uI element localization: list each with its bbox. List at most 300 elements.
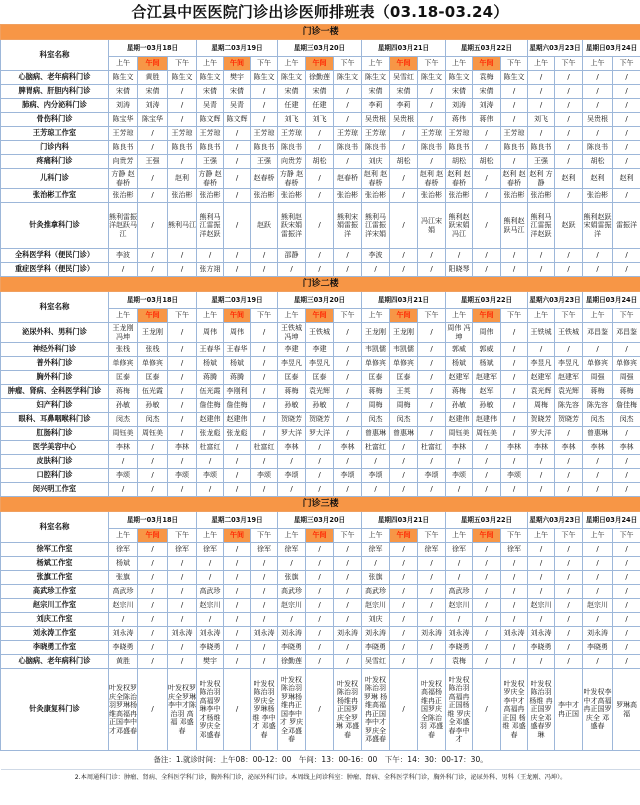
slot-header-pm: 下午 (418, 529, 446, 543)
doctor-cell: / (306, 585, 334, 599)
doctor-cell: 李晓勇 (446, 641, 473, 655)
dept-name: 肛肠科门诊 (1, 427, 109, 441)
doctor-cell: 胡松 (473, 155, 501, 169)
doctor-cell: / (418, 385, 446, 399)
slot-header-am: 上午 (197, 529, 224, 543)
doctor-cell: 吴贵根 (583, 113, 613, 127)
doctor-cell: 徐军 (109, 543, 138, 557)
doctor-cell: / (224, 669, 251, 751)
doctor-cell: / (613, 655, 640, 669)
doctor-cell: / (306, 571, 334, 585)
doctor-cell: / (473, 249, 501, 263)
doctor-cell: 王铁城 (306, 323, 334, 343)
day-header: 星期一03月18日 (109, 292, 197, 309)
doctor-cell: / (473, 599, 501, 613)
doctor-cell: / (555, 469, 583, 483)
table-row (1, 85, 640, 99)
doctor-cell: 单修宾 (138, 357, 168, 371)
doctor-cell: 宋倩 (473, 85, 501, 99)
doctor-cell: 周强 (583, 371, 613, 385)
doctor-cell: / (613, 71, 640, 85)
doctor-cell: 罗大洋 (528, 427, 555, 441)
doctor-cell: 叶发权陈治羽罗琳 杨维高福冉正国李中才罗庆全邓盛春 (362, 669, 390, 751)
doctor-cell: 周伟 (224, 323, 251, 343)
doctor-cell: / (473, 585, 501, 599)
doctor-cell: 杜富红 (362, 441, 390, 455)
doctor-cell: 李莉 (390, 99, 418, 113)
doctor-cell: 张治彬 (197, 189, 224, 203)
doctor-cell: 向贵芳 (109, 155, 138, 169)
doctor-cell: / (390, 641, 418, 655)
doctor-cell: / (306, 557, 334, 571)
doctor-cell: / (168, 113, 197, 127)
doctor-cell: / (613, 613, 640, 627)
doctor-cell: / (501, 155, 528, 169)
doctor-cell: 匡泰 (390, 371, 418, 385)
doctor-cell: 吴雪红 (362, 655, 390, 669)
doctor-cell: 李昱凡 (278, 357, 306, 371)
doctor-cell: / (473, 613, 501, 627)
doctor-cell: / (168, 385, 197, 399)
doctor-cell: 闵杰 (362, 413, 390, 427)
doctor-cell: / (583, 343, 613, 357)
doctor-cell: 阳晓琴 (446, 263, 473, 277)
doctor-cell: 方静 赵春桥 (278, 169, 306, 189)
doctor-cell: / (197, 483, 224, 497)
slot-header-pm: 下午 (168, 309, 197, 323)
doctor-cell: / (138, 557, 168, 571)
doctor-cell: / (168, 399, 197, 413)
doctor-cell: / (278, 613, 306, 627)
doctor-cell: 胡松 (390, 155, 418, 169)
doctor-cell: / (583, 483, 613, 497)
floor-name: 门诊三楼 (1, 497, 640, 512)
doctor-cell: / (473, 543, 501, 557)
doctor-cell: / (528, 557, 555, 571)
doctor-cell: 王铁城 冯坤 (278, 323, 306, 343)
doctor-cell: / (473, 655, 501, 669)
doctor-cell: 徐勤莲 (306, 71, 334, 85)
doctor-cell: 陈生文 (109, 71, 138, 85)
doctor-cell: / (168, 85, 197, 99)
doctor-cell: / (334, 571, 362, 585)
doctor-cell: / (224, 169, 251, 189)
doctor-cell: 闵杰 (583, 413, 613, 427)
doctor-cell: / (613, 127, 640, 141)
doctor-cell: / (528, 655, 555, 669)
doctor-cell: / (583, 557, 613, 571)
doctor-cell: / (501, 263, 528, 277)
doctor-cell: / (583, 585, 613, 599)
slot-header-am: 上午 (278, 309, 306, 323)
doctor-cell: 李林 (555, 441, 583, 455)
table-row (1, 483, 640, 497)
doctor-cell: / (418, 399, 446, 413)
doctor-cell: / (278, 483, 306, 497)
doctor-cell: / (418, 455, 446, 469)
doctor-cell: 刘永涛 (528, 627, 555, 641)
doctor-cell: / (583, 613, 613, 627)
doctor-cell: / (528, 455, 555, 469)
doctor-cell: 詹佳梅 (224, 399, 251, 413)
doctor-cell: 曾惠琳 (583, 427, 613, 441)
table-row (1, 669, 640, 751)
doctor-cell: / (168, 249, 197, 263)
day-header: 星期四03月21日 (362, 40, 446, 57)
doctor-cell: / (278, 557, 306, 571)
doctor-cell: 单修宾 (583, 357, 613, 371)
doctor-cell: / (362, 263, 390, 277)
doctor-cell: 李波 (362, 249, 390, 263)
dept-name: 张旗工作室 (1, 571, 109, 585)
doctor-cell: 叶发权高福杨维冉正国罗庆全陈治羽 邓盛春 (418, 669, 446, 751)
doctor-cell: / (168, 99, 197, 113)
table-row (1, 71, 640, 85)
doctor-cell: 吴青 (224, 99, 251, 113)
doctor-cell: 贺晓芳 (555, 413, 583, 427)
doctor-cell: / (613, 469, 640, 483)
doctor-cell: 宋倩 (278, 85, 306, 99)
doctor-cell: 张治彬 (501, 189, 528, 203)
dept-name: 杨斌工作室 (1, 557, 109, 571)
doctor-cell: 陈良书 (501, 141, 528, 155)
doctor-cell: 徐军 (418, 543, 446, 557)
doctor-cell: 杜富红 (197, 441, 224, 455)
doctor-cell: 孙敏 (278, 399, 306, 413)
doctor-cell: 张治彬 (418, 189, 446, 203)
doctor-cell: 蒋梅 (583, 385, 613, 399)
table-row (1, 263, 640, 277)
doctor-cell: / (138, 641, 168, 655)
doctor-cell: 陈宝华 (109, 113, 138, 127)
doctor-cell: / (109, 263, 138, 277)
doctor-cell: / (555, 613, 583, 627)
slot-header-noon: 午间 (473, 529, 501, 543)
doctor-cell: / (334, 413, 362, 427)
doctor-cell: / (224, 543, 251, 557)
doctor-cell: 郭威 (446, 343, 473, 357)
doctor-cell: 单修宾 (613, 357, 640, 371)
doctor-cell: 李颂 (251, 469, 278, 483)
table-row (1, 455, 640, 469)
table-row (1, 343, 640, 357)
doctor-cell: 王强 (138, 155, 168, 169)
doctor-cell: / (334, 543, 362, 557)
doctor-cell: / (613, 585, 640, 599)
doctor-cell: / (334, 155, 362, 169)
doctor-cell: 徐军 (197, 543, 224, 557)
day-header: 星期三03月20日 (278, 40, 362, 57)
doctor-cell: 叶发权陈治羽高福冉正国杨维 罗庆全邓盛春李中才 (446, 669, 473, 751)
doctor-cell: 周伟 (197, 323, 224, 343)
doctor-cell: / (138, 613, 168, 627)
doctor-cell: 詹佳梅 (613, 399, 640, 413)
doctor-cell: 刘涛 (473, 99, 501, 113)
day-header: 星期六03月23日 (528, 40, 583, 57)
day-header: 星期六03月23日 (528, 512, 583, 529)
doctor-cell: / (306, 441, 334, 455)
slot-header-am: 上午 (528, 529, 555, 543)
dept-name: 神经外科门诊 (1, 343, 109, 357)
doctor-cell: 吴青 (197, 99, 224, 113)
doctor-cell: 陈良书 (446, 141, 473, 155)
slot-header-am: 上午 (583, 309, 613, 323)
doctor-cell: / (168, 263, 197, 277)
doctor-cell: / (138, 455, 168, 469)
doctor-cell: 詹佳梅 (197, 399, 224, 413)
doctor-cell: / (528, 469, 555, 483)
day-header: 星期四03月21日 (362, 512, 446, 529)
floor-header (1, 497, 640, 512)
doctor-cell: / (473, 557, 501, 571)
doctor-cell: / (555, 627, 583, 641)
doctor-cell: / (418, 427, 446, 441)
doctor-cell: / (306, 263, 334, 277)
doctor-cell: 李昱凡 (528, 357, 555, 371)
doctor-cell: 李颂 (109, 469, 138, 483)
doctor-cell: 李颂 (418, 469, 446, 483)
doctor-cell: 赵建军 (473, 371, 501, 385)
doctor-cell: 王芳琼 (251, 127, 278, 141)
doctor-cell: / (555, 85, 583, 99)
slot-header-am: 上午 (583, 529, 613, 543)
doctor-cell: 蒋梅 (109, 385, 138, 399)
doctor-cell: / (418, 85, 446, 99)
doctor-cell: / (583, 249, 613, 263)
doctor-cell: / (555, 155, 583, 169)
dept-column-header: 科室名称 (1, 40, 109, 71)
slot-header-pm: 下午 (251, 309, 278, 323)
day-header-row (1, 40, 640, 57)
doctor-cell: 陈生文 (251, 71, 278, 85)
doctor-cell: / (613, 627, 640, 641)
doctor-cell: 匡泰 (362, 371, 390, 385)
doctor-cell: / (251, 357, 278, 371)
doctor-cell: / (390, 557, 418, 571)
doctor-cell: / (197, 249, 224, 263)
doctor-cell: / (390, 613, 418, 627)
doctor-cell: / (501, 641, 528, 655)
doctor-cell: 向贵芳 (278, 155, 306, 169)
doctor-cell: / (501, 399, 528, 413)
doctor-cell: / (418, 357, 446, 371)
doctor-cell: 赵利 赵春桥 (447, 170, 471, 187)
doctor-cell: / (168, 571, 197, 585)
doctor-cell: 熊利马江雷振洋赵跃 (197, 203, 224, 249)
doctor-cell: 王芳琼 (334, 127, 362, 141)
dept-name: 李晓勇工作室 (1, 641, 109, 655)
doctor-cell: / (334, 641, 362, 655)
doctor-cell: / (224, 571, 251, 585)
doctor-cell: 王铁城 (555, 323, 583, 343)
day-header-row (1, 292, 640, 309)
doctor-cell: / (390, 141, 418, 155)
doctor-cell: 王春华 (224, 343, 251, 357)
doctor-cell: 徐军 (168, 543, 197, 557)
doctor-cell: / (390, 189, 418, 203)
doctor-cell: / (583, 543, 613, 557)
dept-name: 胸外科门诊 (1, 371, 109, 385)
slot-header-noon: 午间 (224, 57, 251, 71)
dept-name: 脾胃病、肝胆内科门诊 (1, 85, 109, 99)
doctor-cell: / (583, 127, 613, 141)
doctor-cell: 赵利 (613, 169, 640, 189)
doctor-cell: / (251, 455, 278, 469)
doctor-cell: 王英 (390, 385, 418, 399)
doctor-cell: / (334, 455, 362, 469)
doctor-cell: 韦凯儒 (390, 343, 418, 357)
doctor-cell: 熊利赵跃马江 (501, 203, 528, 249)
doctor-cell: / (306, 599, 334, 613)
dept-name: 赵宗川工作室 (1, 599, 109, 613)
doctor-cell: 刘永涛 (418, 627, 446, 641)
doctor-cell: 李林 (168, 441, 197, 455)
doctor-cell: / (138, 249, 168, 263)
slot-header-pm: 下午 (168, 57, 197, 71)
doctor-cell: / (168, 613, 197, 627)
doctor-cell: / (613, 99, 640, 113)
doctor-cell: 陈良书 (278, 141, 306, 155)
slot-header-noon: 午间 (390, 529, 418, 543)
doctor-cell: / (501, 599, 528, 613)
doctor-cell: 匡泰 (306, 371, 334, 385)
doctor-cell: 赵宗川 (109, 599, 138, 613)
doctor-cell: / (224, 141, 251, 155)
doctor-cell: 刘永涛 (197, 627, 224, 641)
table-row (1, 357, 640, 371)
doctor-cell: 单修宾 (390, 357, 418, 371)
doctor-cell: / (555, 641, 583, 655)
doctor-cell: / (197, 455, 224, 469)
doctor-cell: 赵建军 (446, 371, 473, 385)
slot-header-am: 上午 (109, 529, 138, 543)
doctor-cell: / (390, 455, 418, 469)
slot-header-am: 上午 (446, 57, 473, 71)
doctor-cell: 陈生文 (446, 71, 473, 85)
doctor-cell: / (501, 655, 528, 669)
doctor-cell: 蒋梅 (278, 385, 306, 399)
doctor-cell: 王强 (251, 155, 278, 169)
doctor-cell: 陈宝华 (138, 113, 168, 127)
page-title: 合江县中医医院门诊出诊医师排班表（03.18-03.24） (131, 3, 509, 21)
doctor-cell: 匡泰 (278, 371, 306, 385)
slot-header-noon: 午间 (473, 57, 501, 71)
doctor-cell: / (613, 543, 640, 557)
doctor-cell: 李昱凡 (555, 357, 583, 371)
doctor-cell: 孙敏 (473, 399, 501, 413)
doctor-cell: 袁光辉 (528, 385, 555, 399)
doctor-cell: 伍光霞 (197, 385, 224, 399)
doctor-cell: 陈生文 (197, 71, 224, 85)
doctor-cell: 赵建军 (555, 371, 583, 385)
doctor-cell: 李林 (528, 441, 555, 455)
slot-header-noon: 午间 (138, 309, 168, 323)
doctor-cell: / (446, 483, 473, 497)
table-row (1, 113, 640, 127)
doctor-cell: 陈生文 (278, 71, 306, 85)
doctor-cell: / (528, 483, 555, 497)
doctor-cell: 张治彬 (334, 189, 362, 203)
slot-header-pm: 下午 (501, 57, 528, 71)
slot-header-pm: 下午 (251, 529, 278, 543)
dept-name: 全科医学科（便民门诊） (1, 249, 109, 263)
doctor-cell: 袁光辉 (306, 385, 334, 399)
doctor-cell: 高武珍 (197, 585, 224, 599)
slot-header-am: 上午 (197, 309, 224, 323)
doctor-cell: / (528, 127, 555, 141)
slot-header-noon: 午间 (138, 529, 168, 543)
doctor-cell: / (501, 371, 528, 385)
doctor-cell: / (251, 641, 278, 655)
doctor-cell: 王强 (528, 155, 555, 169)
doctor-cell: / (138, 469, 168, 483)
doctor-cell: 杨斌 (473, 357, 501, 371)
doctor-cell: 罗大洋 (306, 427, 334, 441)
doctor-cell: / (334, 655, 362, 669)
doctor-cell: / (418, 585, 446, 599)
doctor-cell: / (473, 141, 501, 155)
dept-name: 王芳琼工作室 (1, 127, 109, 141)
doctor-cell: / (473, 483, 501, 497)
doctor-cell: 蒋梅 (613, 385, 640, 399)
dept-name: 门诊内科 (1, 141, 109, 155)
doctor-cell: / (334, 483, 362, 497)
doctor-cell: 贺晓芳 (278, 413, 306, 427)
doctor-cell: 邵静 (278, 249, 306, 263)
doctor-cell: / (334, 99, 362, 113)
doctor-cell: / (334, 113, 362, 127)
doctor-cell: / (334, 249, 362, 263)
doctor-cell: / (418, 655, 446, 669)
day-header: 星期二03月19日 (197, 512, 278, 529)
doctor-cell: / (251, 585, 278, 599)
doctor-cell: 周钰美 (138, 427, 168, 441)
doctor-cell: / (197, 557, 224, 571)
doctor-cell: / (390, 469, 418, 483)
doctor-cell: 李颂 (197, 469, 224, 483)
doctor-cell: 陈良书 (251, 141, 278, 155)
dept-name: 医学美容中心 (1, 441, 109, 455)
doctor-cell: 熊利马江雷振洋赵跃 (528, 203, 555, 249)
doctor-cell: 李莉 (362, 99, 390, 113)
doctor-cell: / (555, 585, 583, 599)
day-header: 星期三03月20日 (278, 292, 362, 309)
table-row (1, 323, 640, 343)
doctor-cell: 李林 (109, 441, 138, 455)
slot-header-am: 上午 (109, 57, 138, 71)
doctor-cell: 赵春桥 (251, 169, 278, 189)
doctor-cell: 李林 (583, 441, 613, 455)
doctor-cell: 孙敏 (446, 399, 473, 413)
doctor-cell: 陈生文 (418, 71, 446, 85)
doctor-cell: / (168, 427, 197, 441)
doctor-cell: 黄胜 (109, 655, 138, 669)
doctor-cell: 周梅 (528, 399, 555, 413)
slot-header-noon: 午间 (224, 309, 251, 323)
doctor-cell: / (473, 127, 501, 141)
dept-name: 疼痛科门诊 (1, 155, 109, 169)
doctor-cell: 刘飞 (306, 113, 334, 127)
doctor-cell: 李晓勇 (528, 641, 555, 655)
doctor-cell: / (306, 655, 334, 669)
doctor-cell: 赵跃 (251, 203, 278, 249)
table-row (1, 427, 640, 441)
doctor-cell: 叶发权陈治羽罗琳杨维冉正国李中才 罗庆全邓盛春 (278, 669, 306, 751)
doctor-cell: 张治彬 (528, 189, 555, 203)
doctor-cell: 陈良书 (197, 141, 224, 155)
table-row (1, 189, 640, 203)
doctor-cell: / (224, 599, 251, 613)
